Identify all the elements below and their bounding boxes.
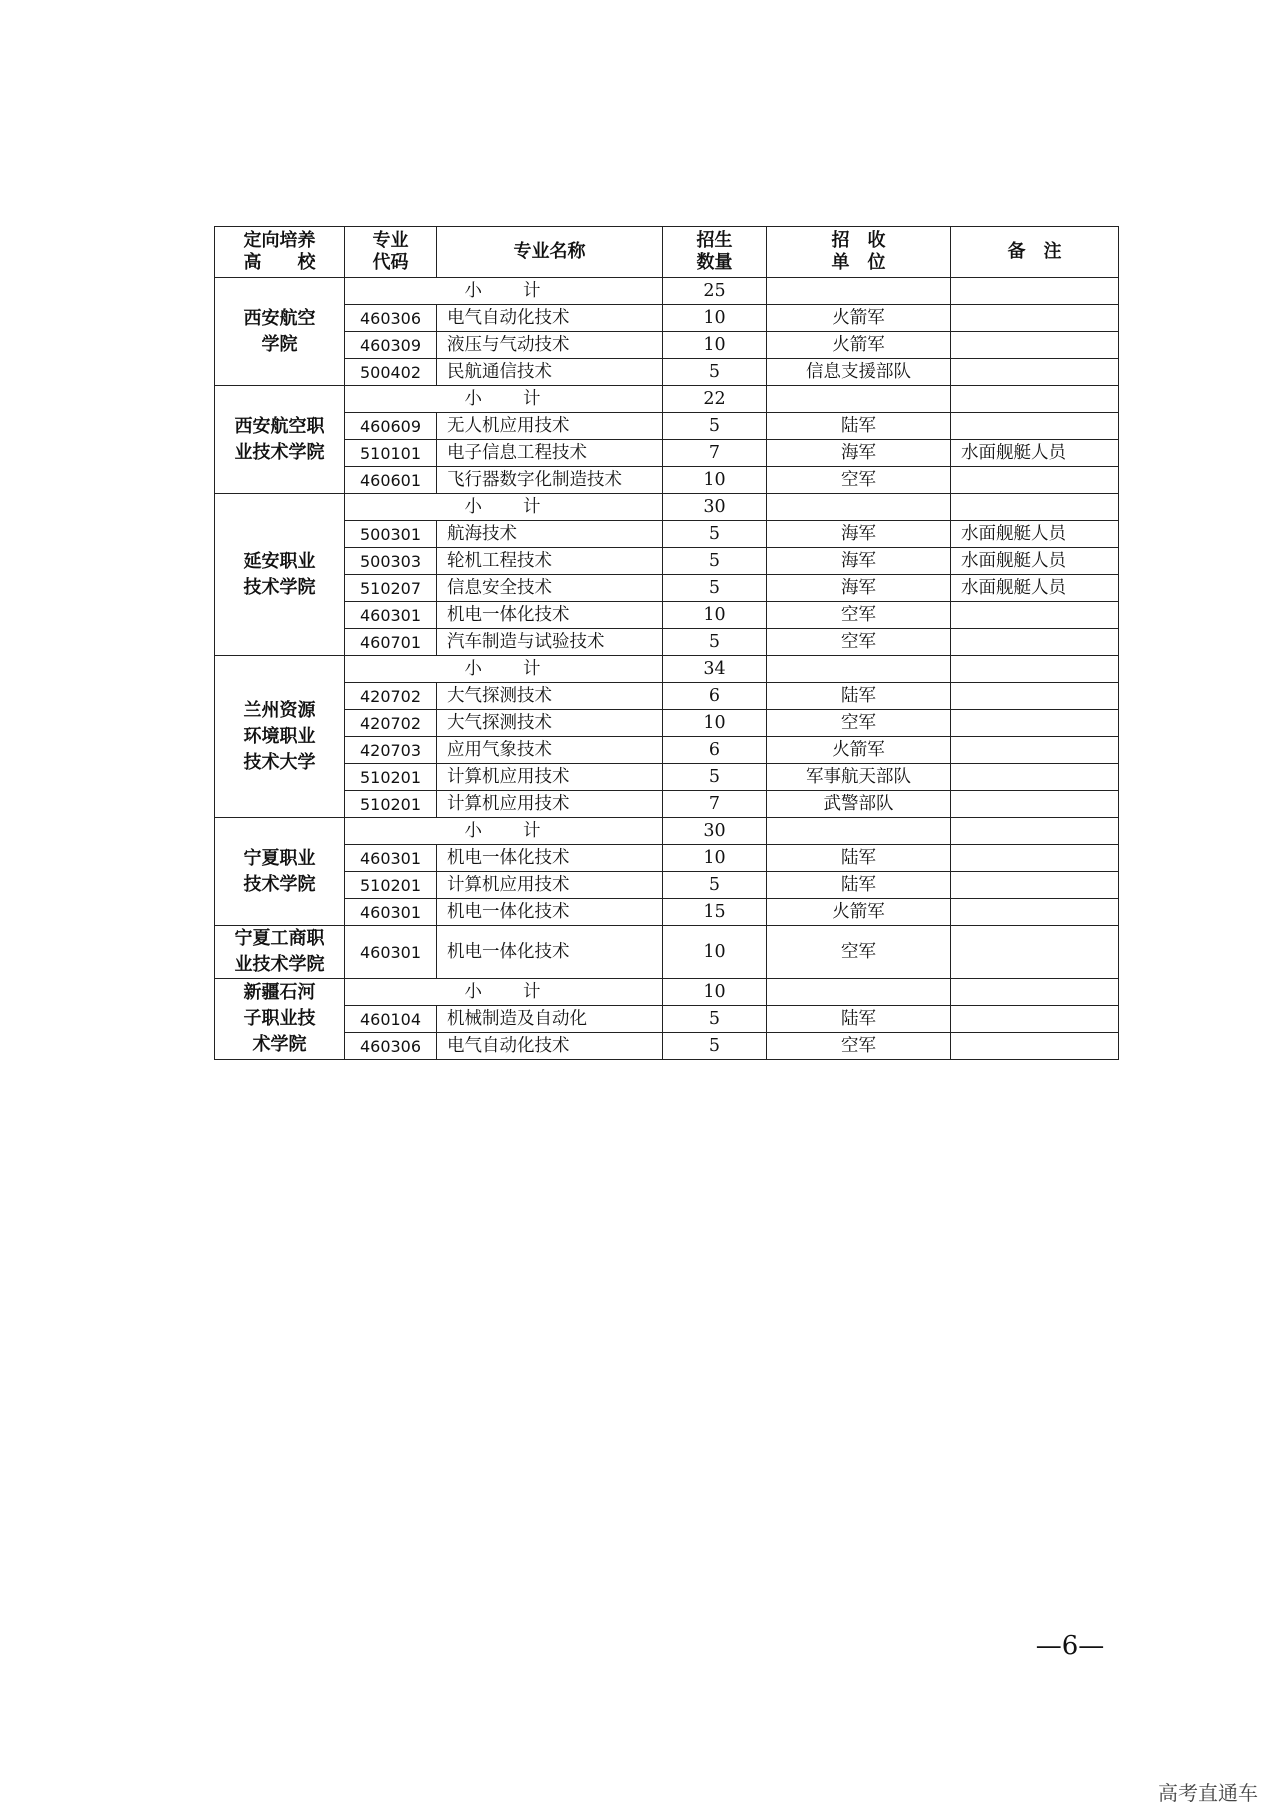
watermark-text: 高考直通车 xyxy=(1158,1781,1258,1805)
major-code: 420702 xyxy=(345,710,437,737)
subtotal-value: 22 xyxy=(663,386,767,413)
enrollment-quota: 5 xyxy=(663,359,767,386)
table-row xyxy=(215,764,1119,791)
major-code: 460301 xyxy=(345,899,437,926)
remark-cell xyxy=(951,305,1119,332)
remark-cell xyxy=(951,413,1119,440)
subtotal-label: 小 计 xyxy=(345,494,663,521)
table-row xyxy=(215,467,1119,494)
major-name: 机电一体化技术 xyxy=(437,926,663,979)
remark-cell xyxy=(951,683,1119,710)
recruiting-unit: 火箭军 xyxy=(767,332,951,359)
table-row xyxy=(215,899,1119,926)
header-code: 专业 代码 xyxy=(345,227,437,278)
remark-cell: 水面舰艇人员 xyxy=(951,521,1119,548)
enrollment-quota: 10 xyxy=(663,845,767,872)
major-name: 计算机应用技术 xyxy=(437,764,663,791)
table-row xyxy=(215,548,1119,575)
enrollment-quota: 10 xyxy=(663,332,767,359)
recruiting-unit: 空军 xyxy=(767,602,951,629)
table-row xyxy=(215,575,1119,602)
unit-cell xyxy=(767,656,951,683)
remark-cell xyxy=(951,386,1119,413)
page-number: —6— xyxy=(1035,1631,1105,1661)
remark-cell xyxy=(951,629,1119,656)
remark-cell xyxy=(951,332,1119,359)
remark-cell xyxy=(951,872,1119,899)
major-code: 420702 xyxy=(345,683,437,710)
school-name: 兰州资源 环境职业 技术大学 xyxy=(215,656,345,818)
table-row xyxy=(215,845,1119,872)
remark-cell xyxy=(951,979,1119,1006)
unit-cell xyxy=(767,278,951,305)
header-major: 专业名称 xyxy=(437,227,663,278)
table-row xyxy=(215,629,1119,656)
major-code: 460306 xyxy=(345,305,437,332)
recruiting-unit: 海军 xyxy=(767,548,951,575)
remark-cell xyxy=(951,1006,1119,1033)
subtotal-label: 小 计 xyxy=(345,656,663,683)
enrollment-quota: 7 xyxy=(663,440,767,467)
recruiting-unit: 火箭军 xyxy=(767,305,951,332)
school-name: 宁夏职业 技术学院 xyxy=(215,818,345,926)
table-row xyxy=(215,683,1119,710)
remark-cell xyxy=(951,926,1119,979)
major-name: 机械制造及自动化 xyxy=(437,1006,663,1033)
major-code: 500303 xyxy=(345,548,437,575)
major-name: 应用气象技术 xyxy=(437,737,663,764)
major-code: 460601 xyxy=(345,467,437,494)
table-row xyxy=(215,332,1119,359)
major-name: 轮机工程技术 xyxy=(437,548,663,575)
recruiting-unit: 海军 xyxy=(767,440,951,467)
table-row xyxy=(215,602,1119,629)
table-row xyxy=(215,737,1119,764)
subtotal-label: 小 计 xyxy=(345,386,663,413)
major-name: 信息安全技术 xyxy=(437,575,663,602)
subtotal-value: 25 xyxy=(663,278,767,305)
major-name: 电气自动化技术 xyxy=(437,305,663,332)
remark-cell xyxy=(951,602,1119,629)
unit-cell xyxy=(767,818,951,845)
enrollment-quota: 10 xyxy=(663,710,767,737)
major-code: 510207 xyxy=(345,575,437,602)
recruiting-unit: 陆军 xyxy=(767,872,951,899)
major-code: 420703 xyxy=(345,737,437,764)
subtotal-label: 小 计 xyxy=(345,818,663,845)
major-name: 电气自动化技术 xyxy=(437,1033,663,1060)
major-code: 460309 xyxy=(345,332,437,359)
remark-cell xyxy=(951,845,1119,872)
recruiting-unit: 空军 xyxy=(767,467,951,494)
subtotal-value: 30 xyxy=(663,818,767,845)
table-row xyxy=(215,359,1119,386)
unit-cell xyxy=(767,386,951,413)
table-row xyxy=(215,872,1119,899)
school-name: 西安航空 学院 xyxy=(215,278,345,386)
remark-cell: 水面舰艇人员 xyxy=(951,548,1119,575)
subtotal-row xyxy=(215,656,1119,683)
remark-cell xyxy=(951,359,1119,386)
table-row xyxy=(215,926,1119,979)
subtotal-value: 10 xyxy=(663,979,767,1006)
recruiting-unit: 空军 xyxy=(767,1033,951,1060)
remark-cell: 水面舰艇人员 xyxy=(951,440,1119,467)
table-row xyxy=(215,1033,1119,1060)
unit-cell xyxy=(767,979,951,1006)
recruiting-unit: 海军 xyxy=(767,575,951,602)
subtotal-row xyxy=(215,979,1119,1006)
major-code: 510201 xyxy=(345,872,437,899)
recruiting-unit: 陆军 xyxy=(767,683,951,710)
recruiting-unit: 火箭军 xyxy=(767,899,951,926)
enrollment-table xyxy=(214,226,1119,1060)
major-code: 460306 xyxy=(345,1033,437,1060)
major-code: 460301 xyxy=(345,602,437,629)
enrollment-quota: 5 xyxy=(663,575,767,602)
major-name: 计算机应用技术 xyxy=(437,872,663,899)
enrollment-quota: 6 xyxy=(663,737,767,764)
remark-cell xyxy=(951,899,1119,926)
enrollment-quota: 5 xyxy=(663,521,767,548)
major-name: 大气探测技术 xyxy=(437,710,663,737)
header-school: 定向培养 高 校 xyxy=(215,227,345,278)
table-row xyxy=(215,413,1119,440)
remark-cell xyxy=(951,737,1119,764)
major-name: 飞行器数字化制造技术 xyxy=(437,467,663,494)
school-name: 西安航空职 业技术学院 xyxy=(215,386,345,494)
subtotal-row xyxy=(215,494,1119,521)
major-code: 460301 xyxy=(345,926,437,979)
major-name: 机电一体化技术 xyxy=(437,845,663,872)
major-code: 460301 xyxy=(345,845,437,872)
enrollment-quota: 15 xyxy=(663,899,767,926)
major-name: 电子信息工程技术 xyxy=(437,440,663,467)
remark-cell xyxy=(951,656,1119,683)
recruiting-unit: 空军 xyxy=(767,629,951,656)
enrollment-quota: 5 xyxy=(663,872,767,899)
recruiting-unit: 军事航天部队 xyxy=(767,764,951,791)
major-name: 大气探测技术 xyxy=(437,683,663,710)
enrollment-quota: 10 xyxy=(663,926,767,979)
enrollment-table-container xyxy=(214,226,1118,1060)
table-body xyxy=(215,278,1119,1060)
remark-cell xyxy=(951,467,1119,494)
recruiting-unit: 海军 xyxy=(767,521,951,548)
subtotal-value: 34 xyxy=(663,656,767,683)
major-code: 460609 xyxy=(345,413,437,440)
major-code: 510101 xyxy=(345,440,437,467)
enrollment-quota: 5 xyxy=(663,548,767,575)
table-row xyxy=(215,710,1119,737)
table-row xyxy=(215,1006,1119,1033)
remark-cell xyxy=(951,791,1119,818)
remark-cell xyxy=(951,1033,1119,1060)
subtotal-label: 小 计 xyxy=(345,278,663,305)
table-header-row xyxy=(215,227,1119,278)
major-name: 航海技术 xyxy=(437,521,663,548)
enrollment-quota: 5 xyxy=(663,629,767,656)
subtotal-row xyxy=(215,278,1119,305)
major-code: 500301 xyxy=(345,521,437,548)
unit-cell xyxy=(767,494,951,521)
major-code: 510201 xyxy=(345,764,437,791)
table-row xyxy=(215,521,1119,548)
major-name: 计算机应用技术 xyxy=(437,791,663,818)
enrollment-quota: 6 xyxy=(663,683,767,710)
table-row xyxy=(215,305,1119,332)
subtotal-value: 30 xyxy=(663,494,767,521)
remark-cell xyxy=(951,764,1119,791)
recruiting-unit: 火箭军 xyxy=(767,737,951,764)
recruiting-unit: 信息支援部队 xyxy=(767,359,951,386)
header-unit: 招 收 单 位 xyxy=(767,227,951,278)
enrollment-quota: 10 xyxy=(663,305,767,332)
header-remark: 备 注 xyxy=(951,227,1119,278)
recruiting-unit: 空军 xyxy=(767,710,951,737)
remark-cell xyxy=(951,818,1119,845)
table-row xyxy=(215,791,1119,818)
remark-cell xyxy=(951,494,1119,521)
major-code: 460701 xyxy=(345,629,437,656)
remark-cell: 水面舰艇人员 xyxy=(951,575,1119,602)
major-name: 民航通信技术 xyxy=(437,359,663,386)
enrollment-quota: 5 xyxy=(663,413,767,440)
recruiting-unit: 陆军 xyxy=(767,413,951,440)
school-name: 延安职业 技术学院 xyxy=(215,494,345,656)
major-name: 机电一体化技术 xyxy=(437,899,663,926)
subtotal-row xyxy=(215,818,1119,845)
recruiting-unit: 武警部队 xyxy=(767,791,951,818)
subtotal-label: 小 计 xyxy=(345,979,663,1006)
school-name: 宁夏工商职 业技术学院 xyxy=(215,926,345,979)
enrollment-quota: 10 xyxy=(663,467,767,494)
school-name: 新疆石河 子职业技 术学院 xyxy=(215,979,345,1060)
major-name: 机电一体化技术 xyxy=(437,602,663,629)
enrollment-quota: 5 xyxy=(663,1006,767,1033)
major-code: 510201 xyxy=(345,791,437,818)
major-code: 500402 xyxy=(345,359,437,386)
remark-cell xyxy=(951,710,1119,737)
enrollment-quota: 5 xyxy=(663,764,767,791)
enrollment-quota: 10 xyxy=(663,602,767,629)
major-name: 汽车制造与试验技术 xyxy=(437,629,663,656)
subtotal-row xyxy=(215,386,1119,413)
major-name: 液压与气动技术 xyxy=(437,332,663,359)
major-name: 无人机应用技术 xyxy=(437,413,663,440)
major-code: 460104 xyxy=(345,1006,437,1033)
header-quota: 招生 数量 xyxy=(663,227,767,278)
recruiting-unit: 空军 xyxy=(767,926,951,979)
remark-cell xyxy=(951,278,1119,305)
recruiting-unit: 陆军 xyxy=(767,845,951,872)
recruiting-unit: 陆军 xyxy=(767,1006,951,1033)
enrollment-quota: 7 xyxy=(663,791,767,818)
table-row xyxy=(215,440,1119,467)
enrollment-quota: 5 xyxy=(663,1033,767,1060)
